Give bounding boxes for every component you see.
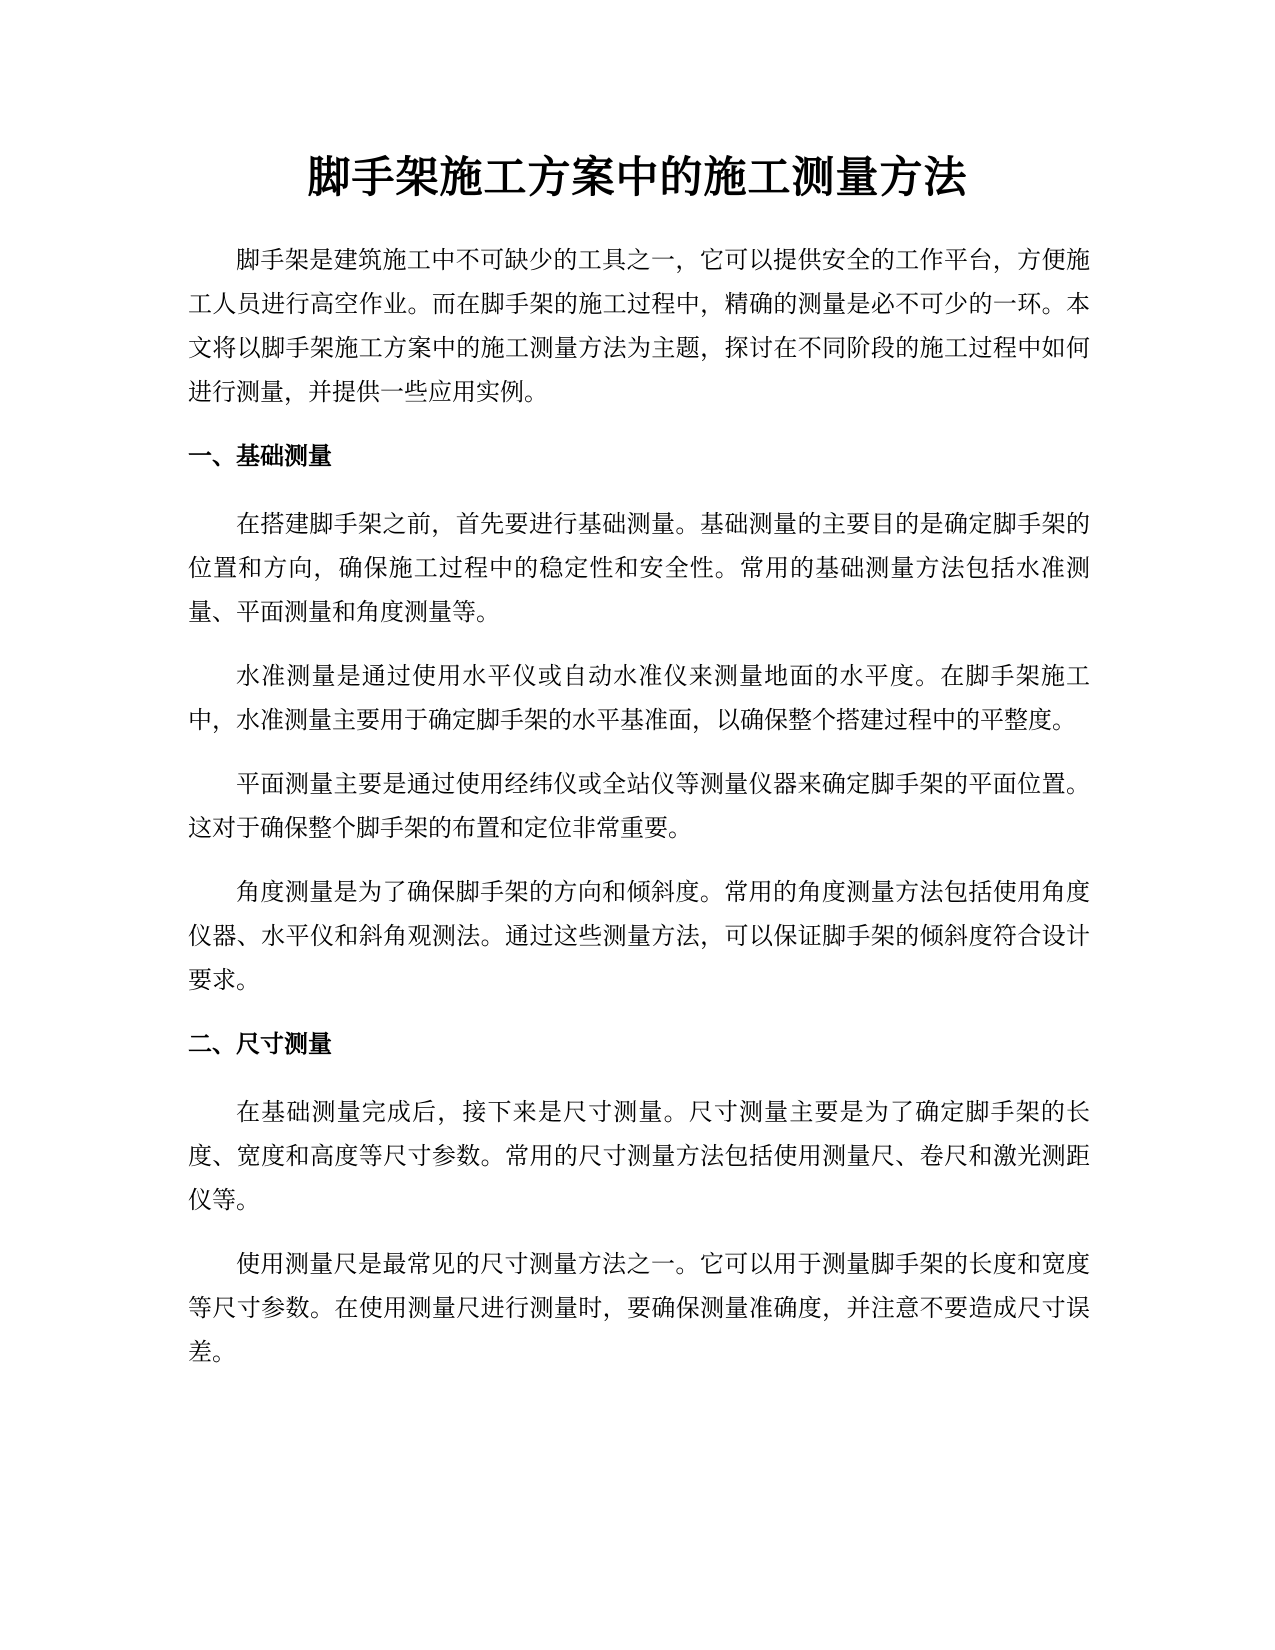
paragraph: 使用测量尺是最常见的尺寸测量方法之一。它可以用于测量脚手架的长度和宽度等尺寸参数。在使用测量尺进行测量时，要确保测量准确度，并注意不要造成尺寸误差。	[188, 1250, 1090, 1366]
section-heading-foundation: 一、基础测量	[188, 442, 332, 470]
intro-paragraph: 脚手架是建筑施工中不可缺少的工具之一，它可以提供安全的工作平台，方便施工人员进行高空作业。而在脚手架的施工过程中，精确的测量是必不可少的一环。本文将以脚手架施工方案中的施工测量方法为主题，探讨在不同阶段的施工过程中如何进行测量，并提供一些应用实例。	[188, 246, 1090, 406]
document-title: 脚手架施工方案中的施工测量方法	[307, 153, 968, 203]
paragraph: 平面测量主要是通过使用经纬仪或全站仪等测量仪器来确定脚手架的平面位置。这对于确保整个脚手架的布置和定位非常重要。	[188, 770, 1090, 842]
paragraph: 在搭建脚手架之前，首先要进行基础测量。基础测量的主要目的是确定脚手架的位置和方向，确保施工过程中的稳定性和安全性。常用的基础测量方法包括水准测量、平面测量和角度测量等。	[188, 510, 1090, 626]
paragraph: 水准测量是通过使用水平仪或自动水准仪来测量地面的水平度。在脚手架施工中，水准测量主要用于确定脚手架的水平基准面，以确保整个搭建过程中的平整度。	[188, 662, 1090, 734]
document-body	[188, 238, 1090, 1394]
section-heading-dimension: 二、尺寸测量	[188, 1030, 332, 1058]
paragraph: 角度测量是为了确保脚手架的方向和倾斜度。常用的角度测量方法包括使用角度仪器、水平仪和斜角观测法。通过这些测量方法，可以保证脚手架的倾斜度符合设计要求。	[188, 878, 1090, 994]
paragraph: 在基础测量完成后，接下来是尺寸测量。尺寸测量主要是为了确定脚手架的长度、宽度和高度等尺寸参数。常用的尺寸测量方法包括使用测量尺、卷尺和激光测距仪等。	[188, 1098, 1090, 1214]
